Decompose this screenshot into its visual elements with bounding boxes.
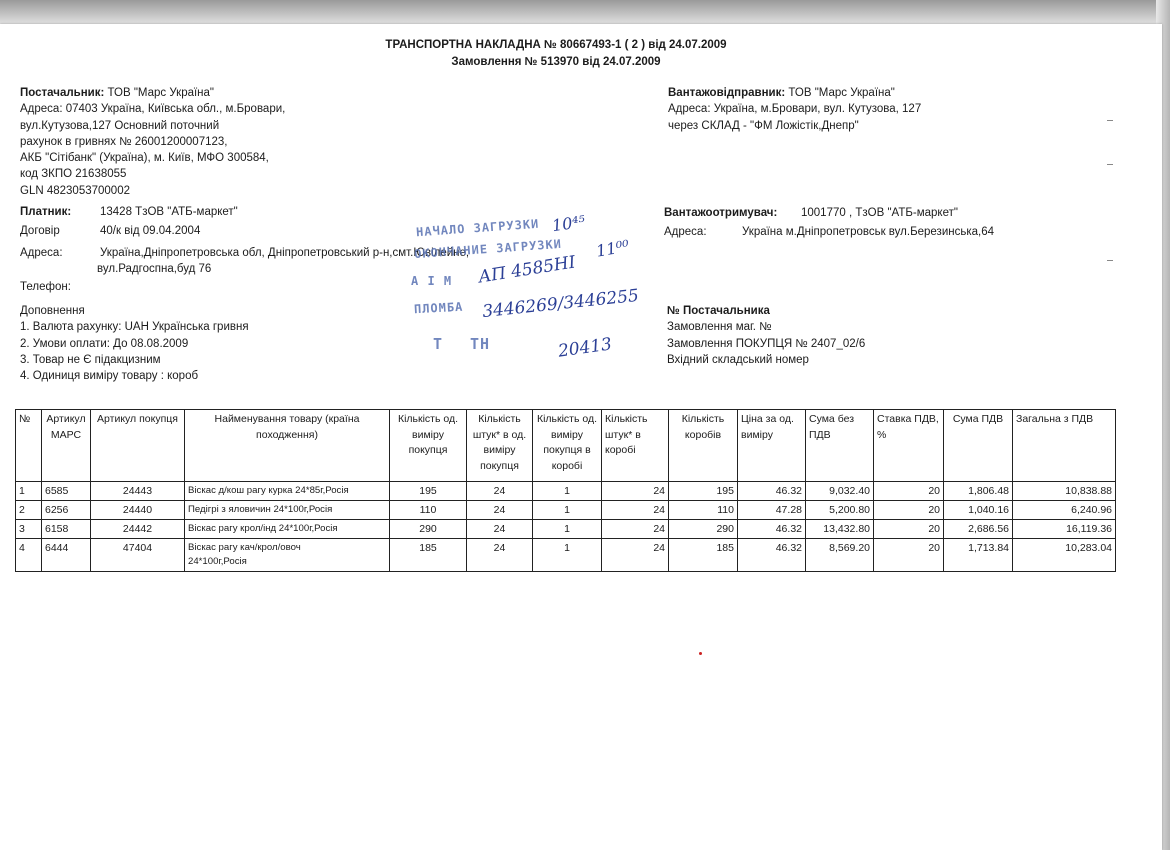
table-row bbox=[16, 482, 1116, 501]
cell-boxes: 195 bbox=[669, 482, 738, 501]
contract-value: 40/к від 09.04.2004 bbox=[100, 225, 201, 237]
cell-no: 3 bbox=[16, 520, 42, 539]
cell-boxes: 290 bbox=[669, 520, 738, 539]
order-subtitle: Замовлення № 513970 від 24.07.2009 bbox=[451, 56, 661, 68]
supplier-label: Постачальник: bbox=[20, 87, 105, 99]
cell-buyer-sku: 24440 bbox=[91, 501, 185, 520]
cell-price: 46.32 bbox=[738, 482, 806, 501]
cell-product-name: Віскас д/кош рагу курка 24*85г,Росія bbox=[185, 482, 390, 501]
supplier-name: ТОВ "Марс Україна" bbox=[107, 87, 215, 99]
additions-block bbox=[20, 303, 249, 384]
document-title: ТРАНСПОРТНА НАКЛАДНА № 80667493-1 ( 2 ) від 24.07.2009 bbox=[385, 39, 727, 51]
stamp-ai: А І М bbox=[411, 274, 453, 288]
cell-sum: 9,032.40 bbox=[806, 482, 874, 501]
cell-units-box: 1 bbox=[533, 482, 602, 501]
stamp-seal: ПЛОМБА bbox=[413, 299, 464, 317]
col-header: № bbox=[16, 410, 42, 482]
table-row bbox=[16, 520, 1116, 539]
col-header: Артикул покупця bbox=[91, 410, 185, 482]
col-header: Сума ПДВ bbox=[944, 410, 1013, 482]
consignee-address-label: Адреса: bbox=[664, 226, 707, 238]
consignee-value: 1001770 , ТзОВ "АТБ-маркет" bbox=[801, 207, 958, 219]
cell-qty: 290 bbox=[390, 520, 467, 539]
cell-mars-sku: 6256 bbox=[42, 501, 91, 520]
stamp-load-start: НАЧАЛО ЗАГРУЗКИ bbox=[415, 216, 540, 240]
scan-mark bbox=[1107, 260, 1113, 261]
shipper-block bbox=[668, 85, 921, 134]
handwritten-start-time: 10⁴⁵ bbox=[550, 211, 587, 236]
col-header: Кількість од. виміру покупця в коробі bbox=[533, 410, 602, 482]
shipper-line: через СКЛАД - "ФМ Ложістік,Днепр" bbox=[668, 119, 859, 132]
cell-boxes: 185 bbox=[669, 539, 738, 572]
col-header: Кількість штук* в коробі bbox=[602, 410, 669, 482]
cell-qty: 185 bbox=[390, 539, 467, 572]
handwritten-vehicle-number: АП 4585НІ bbox=[477, 252, 577, 288]
addition-item: 1. Валюта рахунку: UAH Українська гривня bbox=[20, 321, 249, 334]
shipper-line: Адреса: Україна, м.Бровари, вул. Кутузова, 127 bbox=[668, 103, 922, 116]
cell-vat: 1,713.84 bbox=[944, 539, 1013, 572]
cell-vat: 1,806.48 bbox=[944, 482, 1013, 501]
col-header: Найменування товару (країна походження) bbox=[185, 410, 390, 482]
cell-boxes: 110 bbox=[669, 501, 738, 520]
payer-address-label: Адреса: bbox=[20, 247, 63, 259]
col-header: Кількість коробів bbox=[669, 410, 738, 482]
handwritten-seal-numbers: 3446269/3446255 bbox=[481, 285, 640, 323]
supplier-ref-item: Замовлення маг. № bbox=[667, 321, 772, 334]
cell-total: 10,838.88 bbox=[1013, 482, 1116, 501]
cell-pcs-box: 24 bbox=[602, 539, 669, 572]
addition-item: 4. Одиниця виміру товару : короб bbox=[20, 370, 199, 383]
scan-speck bbox=[699, 652, 702, 655]
col-header: Ставка ПДВ, % bbox=[874, 410, 944, 482]
supplier-line: рахунок в гривнях № 26001200007123, bbox=[20, 135, 228, 148]
addition-item: 2. Умови оплати: До 08.08.2009 bbox=[20, 337, 189, 350]
cell-units-box: 1 bbox=[533, 520, 602, 539]
phone-label: Телефон: bbox=[20, 281, 71, 293]
cell-total: 16,119.36 bbox=[1013, 520, 1116, 539]
supplier-line: код ЗКПО 21638055 bbox=[20, 168, 127, 181]
stamp-load-end: ОКОНЧАНИЕ ЗАГРУЗКИ bbox=[413, 236, 563, 262]
cell-pcs: 24 bbox=[467, 482, 533, 501]
supplier-ref-item: Вхідний складський номер bbox=[667, 353, 809, 366]
table-row bbox=[16, 539, 1116, 572]
stamp-t: Т bbox=[433, 335, 444, 353]
cell-pcs-box: 24 bbox=[602, 501, 669, 520]
table-header-row bbox=[16, 410, 1116, 482]
cell-no: 1 bbox=[16, 482, 42, 501]
cell-vat: 2,686.56 bbox=[944, 520, 1013, 539]
cell-no: 2 bbox=[16, 501, 42, 520]
cell-no: 4 bbox=[16, 539, 42, 572]
additions-title: Доповнення bbox=[20, 305, 85, 317]
col-header: Сума без ПДВ bbox=[806, 410, 874, 482]
cell-mars-sku: 6585 bbox=[42, 482, 91, 501]
cell-pcs-box: 24 bbox=[602, 520, 669, 539]
supplier-line: АКБ "Сітібанк" (Україна), м. Київ, МФО 300584, bbox=[20, 152, 269, 165]
handwritten-end-time: 11⁰⁰ bbox=[594, 236, 631, 261]
cell-buyer-sku: 24442 bbox=[91, 520, 185, 539]
contract-label: Договір bbox=[20, 225, 60, 237]
consignee-address-value: Україна м.Дніпропетровськ вул.Березинська,64 bbox=[742, 226, 995, 238]
stamp-tn: ТН bbox=[470, 335, 491, 353]
goods-table bbox=[15, 409, 1116, 572]
cell-qty: 110 bbox=[390, 501, 467, 520]
scanner-edge bbox=[0, 0, 1170, 26]
cell-sum: 13,432.80 bbox=[806, 520, 874, 539]
supplier-ref-item: Замовлення ПОКУПЦЯ № 2407_02/6 bbox=[667, 337, 866, 350]
waybill-page bbox=[0, 24, 1162, 850]
supplier-line: Адреса: 07403 Україна, Київська обл., м.Бровари, bbox=[20, 103, 286, 116]
cell-pcs: 24 bbox=[467, 501, 533, 520]
cell-units-box: 1 bbox=[533, 501, 602, 520]
cell-vat-rate: 20 bbox=[874, 539, 944, 572]
payer-address-line2: вул.Радгоспна,буд 76 bbox=[97, 263, 212, 275]
cell-total: 6,240.96 bbox=[1013, 501, 1116, 520]
payer-value: 13428 ТзОВ "АТБ-маркет" bbox=[100, 206, 238, 218]
cell-product-name: Педігрі з яловичин 24*100г,Росія bbox=[185, 501, 390, 520]
col-header: Кількість од. виміру покупця bbox=[390, 410, 467, 482]
supplier-refs-title: № Постачальника bbox=[667, 305, 770, 317]
handwritten-tn-number: 20413 bbox=[556, 334, 614, 362]
consignee-label: Вантажоотримувач: bbox=[664, 207, 778, 219]
cell-buyer-sku: 47404 bbox=[91, 539, 185, 572]
col-header: Загальна з ПДВ bbox=[1013, 410, 1116, 482]
scan-mark bbox=[1107, 120, 1113, 121]
cell-price: 47.28 bbox=[738, 501, 806, 520]
cell-price: 46.32 bbox=[738, 520, 806, 539]
supplier-line: вул.Кутузова,127 Основний поточний bbox=[20, 119, 220, 132]
cell-vat: 1,040.16 bbox=[944, 501, 1013, 520]
cell-price: 46.32 bbox=[738, 539, 806, 572]
cell-vat-rate: 20 bbox=[874, 520, 944, 539]
payer-address-line1: Україна,Дніпропетровська обл, Дніпропетровський р-н,смт.Ювілейне, bbox=[100, 247, 470, 259]
supplier-block bbox=[20, 85, 285, 199]
cell-mars-sku: 6444 bbox=[42, 539, 91, 572]
cell-vat-rate: 20 bbox=[874, 482, 944, 501]
cell-qty: 195 bbox=[390, 482, 467, 501]
cell-units-box: 1 bbox=[533, 539, 602, 572]
addition-item: 3. Товар не Є підакцизним bbox=[20, 353, 161, 366]
shipper-name: ТОВ "Марс Україна" bbox=[788, 87, 895, 99]
cell-sum: 5,200.80 bbox=[806, 501, 874, 520]
table-row bbox=[16, 501, 1116, 520]
cell-sum: 8,569.20 bbox=[806, 539, 874, 572]
cell-product-name: Віскас рагу крол/інд 24*100г,Росія bbox=[185, 520, 390, 539]
col-header: Ціна за од. виміру bbox=[738, 410, 806, 482]
col-header: Кількість штук* в од. виміру покупця bbox=[467, 410, 533, 482]
cell-buyer-sku: 24443 bbox=[91, 482, 185, 501]
cell-product-name: Віскас рагу кач/крол/овоч 24*100г,Росія bbox=[185, 539, 390, 572]
cell-vat-rate: 20 bbox=[874, 501, 944, 520]
col-header: Артикул МАРС bbox=[42, 410, 91, 482]
cell-pcs-box: 24 bbox=[602, 482, 669, 501]
cell-pcs: 24 bbox=[467, 520, 533, 539]
supplier-refs-block bbox=[667, 303, 865, 368]
cell-pcs: 24 bbox=[467, 539, 533, 572]
shipper-label: Вантажовідправник: bbox=[668, 87, 786, 99]
payer-label: Платник: bbox=[20, 206, 72, 218]
scan-mark bbox=[1107, 164, 1113, 165]
supplier-line: GLN 4823053700002 bbox=[20, 184, 130, 197]
cell-total: 10,283.04 bbox=[1013, 539, 1116, 572]
cell-mars-sku: 6158 bbox=[42, 520, 91, 539]
